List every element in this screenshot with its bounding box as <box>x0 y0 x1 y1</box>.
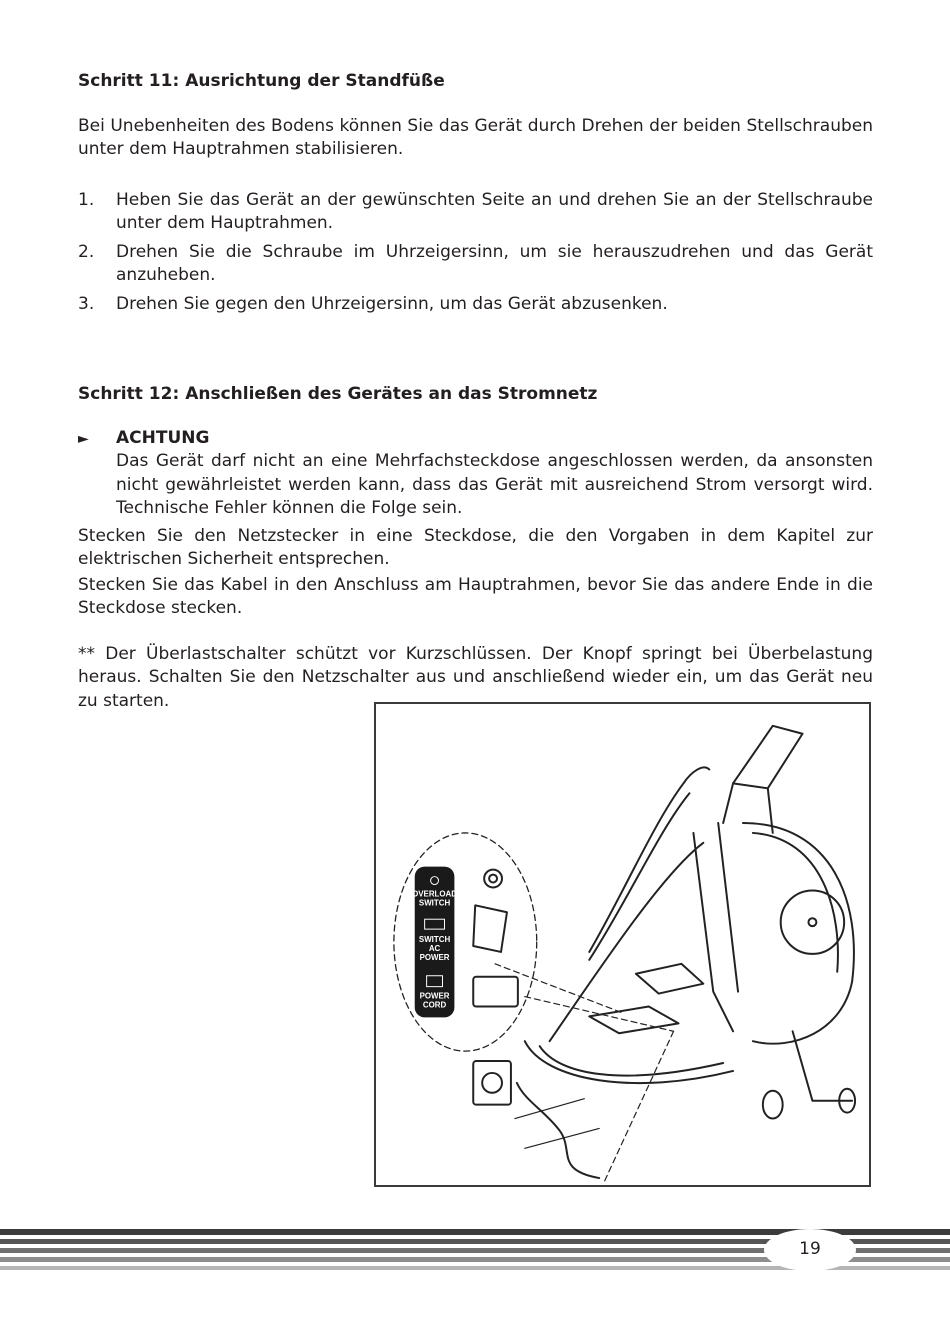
label-switch-1: SWITCH <box>418 935 451 945</box>
arrow-right-icon: ► <box>78 430 89 447</box>
step12-heading-title: Anschließen des Gerätes an das Stromnetz <box>185 384 598 404</box>
list-item <box>78 189 873 236</box>
page-number: 19 <box>764 1229 856 1271</box>
step12-paragraph-1: Stecken Sie den Netzstecker in eine Steckdose, die den Vorgaben in dem Kapitel zur elektrischen Sicherheit entsprechen. <box>78 525 873 569</box>
warning-title: ACHTUNG <box>116 427 210 448</box>
overload-note: ** Der Überlastschalter schützt vor Kurzschlüssen. Der Knopf springt bei Überbelastung heraus. Schalten Sie den Netzschalter aus und anschließend wieder ein, um das Gerät neu zu starten. <box>78 643 873 711</box>
step11-intro: Bei Unebenheiten des Bodens können Sie das Gerät durch Drehen der beiden Stellschrauben unter dem Hauptrahmen stabilisieren. <box>78 115 873 159</box>
label-power-1: POWER <box>419 991 450 1001</box>
list-item-number: 2. <box>78 241 95 262</box>
step11-heading <box>78 70 873 94</box>
elliptical-illustration <box>376 704 869 1185</box>
list-item-number: 1. <box>78 189 95 210</box>
list-item-number: 3. <box>78 293 95 314</box>
step12-paragraph-2: Stecken Sie das Kabel in den Anschluss am Hauptrahmen, bevor Sie das andere Ende in die Steckdose stecken. <box>78 574 873 618</box>
page-content <box>78 70 873 713</box>
list-item <box>78 293 873 317</box>
label-switch-2: AC <box>428 943 441 953</box>
list-item-text: Drehen Sie die Schraube im Uhrzeigersinn, um sie herauszudrehen und das Gerät anzuheben. <box>116 241 873 285</box>
warning-text: Das Gerät darf nicht an eine Mehrfachsteckdose angeschlossen werden, da ansonsten nicht gewährleistet werden kann, dass das Gerät mit ausreichend Strom versorgt wird. Technische Fehler können die Folge sein. <box>116 451 873 518</box>
warning-block <box>78 427 873 521</box>
list-item-text: Drehen Sie gegen den Uhrzeigersinn, um das Gerät abzusenken. <box>116 293 668 314</box>
step11-list <box>78 189 873 317</box>
list-item <box>78 241 873 288</box>
step11-heading-title: Ausrichtung der Standfüße <box>185 71 445 91</box>
list-item-text: Heben Sie das Gerät an der gewünschten Seite an und drehen Sie an der Stellschraube unter dem Hauptrahmen. <box>116 189 873 233</box>
step11-heading-number: Schritt 11: <box>78 71 180 91</box>
elliptical-power-figure <box>374 702 871 1187</box>
label-overload-2: SWITCH <box>418 898 451 908</box>
label-power-2: CORD <box>422 1000 447 1010</box>
step12-heading <box>78 383 873 407</box>
step12-heading-number: Schritt 12: <box>78 384 180 404</box>
label-overload-1: OVERLOAD <box>412 889 458 899</box>
label-switch-3: POWER <box>419 952 450 962</box>
